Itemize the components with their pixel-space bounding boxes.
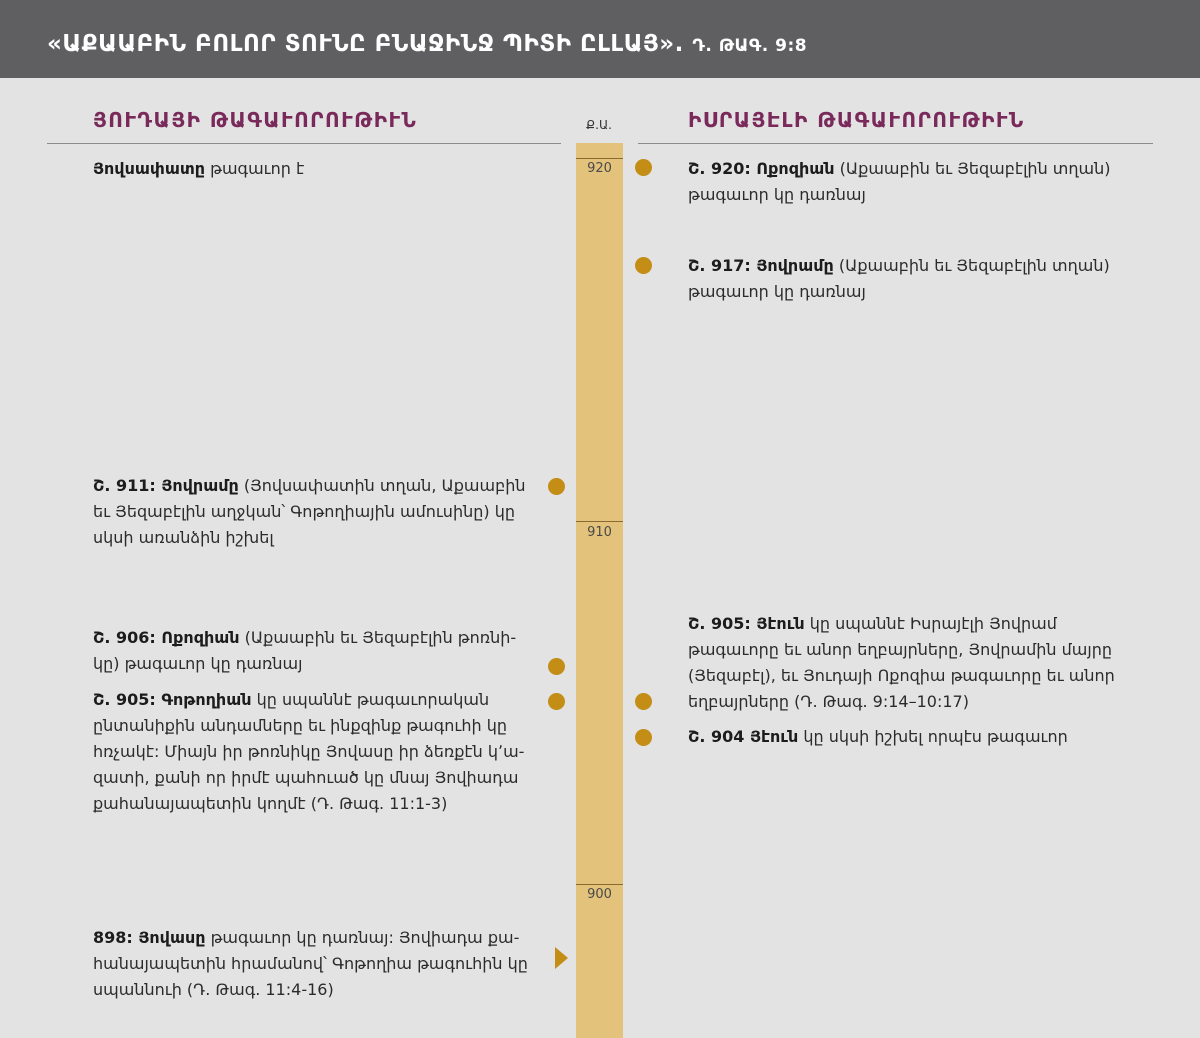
israel-marker-917 (635, 257, 652, 274)
judah-marker-898-arrow-icon (555, 947, 568, 969)
judah-marker-905 (548, 693, 565, 710)
judah-marker-911 (548, 478, 565, 495)
tick-label-910: 910 (587, 525, 612, 540)
banner-quote: «ԱՔԱԱԲԻՆ ԲՈԼՈՐ ՏՈՒՆԸ ԲՆԱՋԻՆՋ ՊԻՏԻ ԸԼԼԱՅ». (47, 31, 684, 57)
israel-event-905: Շ. 905: Յէուն կը սպաննէ Իսրայէլի Յովրամ թագաւորը եւ անոր եղբայրները, Յովրամին մայրը (Յեզաբէլ), եւ Յուդայի Ոքոզիա թագաւորը եւ անոր եղբայրները (Դ. Թագ. 9:14–10:17) (688, 614, 1115, 711)
israel-marker-905 (635, 693, 652, 710)
judah-heading: ՅՈՒԴԱՅԻ ԹԱԳԱՒՈՐՈՒԹԻՒՆ (93, 108, 418, 132)
judah-event-jehoshaphat: Յովսափատը թագաւոր է (93, 159, 305, 178)
judah-event-911: Շ. 911: Յովրամը (Յովսափատին տղան, Աքաաբին եւ Յեզաբէլին աղջկան՝ Գոթողիային ամուսինը) կը սկսի առանձին իշխել (93, 476, 526, 547)
judah-event-905: Շ. 905: Գոթողիան կը սպաննէ թագաւորական ընտանիքին անդամները եւ ինքզինք թագուհի կը հռչակէ: Միայն իր թոռնիկը Յովասը իր ձեռքէն կ՚ա-զատի, քանի որ իրմէ պահուած կը մնայ Յովիադա քահանայապետին կողմէ (Դ. Թագ. 11:1-3) (93, 690, 525, 813)
timeline-axis (576, 143, 623, 1038)
banner-reference: Դ. ԹԱԳ. 9:8 (692, 36, 808, 56)
title-banner (0, 0, 1200, 78)
israel-heading: ԻՍՐԱՅԷԼԻ ԹԱԳԱՒՈՐՈՒԹԻՒՆ (688, 108, 1025, 132)
judah-heading-rule (47, 143, 561, 144)
israel-marker-920 (635, 159, 652, 176)
judah-event-906: Շ. 906: Ոքոզիան (Աքաաբին եւ Յեզաբէլին թոռնի-կը) թագաւոր կը դառնայ (93, 628, 517, 673)
tick-label-900: 900 (587, 887, 612, 902)
israel-heading-rule (638, 143, 1153, 144)
tick-900 (576, 884, 623, 885)
israel-event-920: Շ. 920: Ոքոզիան (Աքաաբին եւ Յեզաբէլին տղան) թագաւոր կը դառնայ (688, 159, 1111, 204)
tick-920 (576, 158, 623, 159)
tick-label-920: 920 (587, 161, 612, 176)
israel-event-917: Շ. 917: Յովրամը (Աքաաբին եւ Յեզաբէլին տղան) թագաւոր կը դառնայ (688, 256, 1110, 301)
judah-marker-906 (548, 658, 565, 675)
era-label: Ք.Ա. (586, 118, 612, 132)
tick-910 (576, 521, 623, 522)
judah-event-898: 898: Յովասը թագաւոր կը դառնայ: Յովիադա քա-հանայապետին հրամանով՝ Գոթողիա թագուհին կը սպաննուի (Դ. Թագ. 11:4-16) (93, 928, 528, 999)
israel-marker-904 (635, 729, 652, 746)
israel-event-904: Շ. 904 Յէուն կը սկսի իշխել որպէս թագաւոր (688, 727, 1068, 746)
